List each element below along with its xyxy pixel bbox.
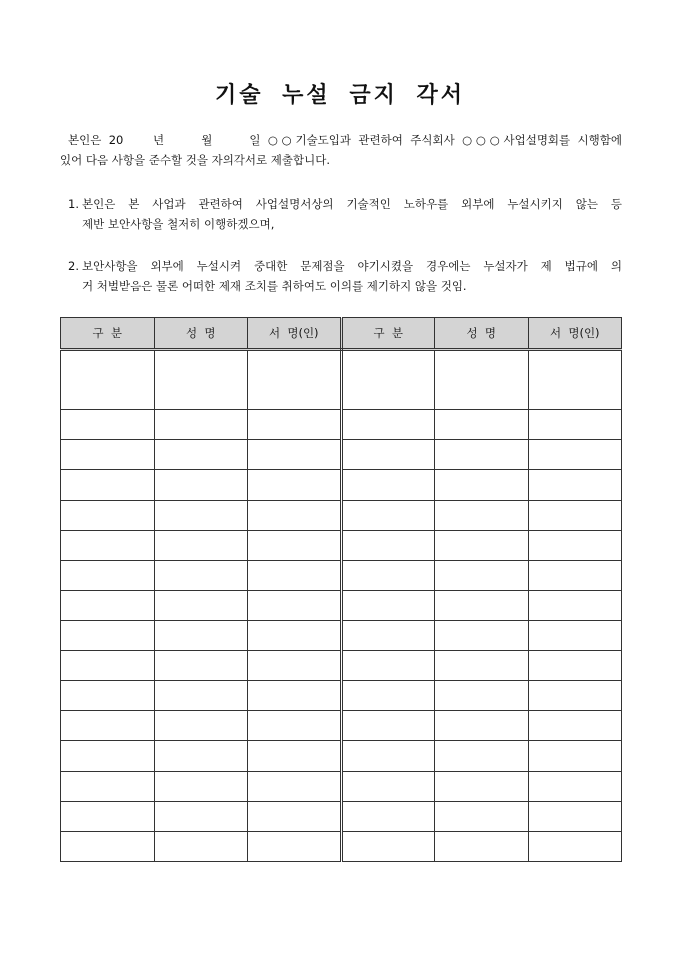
cell-signature-left[interactable]	[248, 771, 342, 801]
header-category-right: 구 분	[341, 318, 435, 350]
cell-name-left[interactable]	[154, 410, 248, 440]
cell-name-right[interactable]	[435, 590, 529, 620]
cell-signature-right[interactable]	[528, 741, 622, 771]
cell-signature-left[interactable]	[248, 651, 342, 681]
cell-name-left[interactable]	[154, 350, 248, 410]
cell-name-right[interactable]	[435, 801, 529, 831]
cell-category-left[interactable]	[61, 440, 155, 470]
cell-signature-right[interactable]	[528, 651, 622, 681]
cell-signature-left[interactable]	[248, 350, 342, 410]
cell-name-left[interactable]	[154, 440, 248, 470]
cell-name-left[interactable]	[154, 621, 248, 651]
cell-name-right[interactable]	[435, 530, 529, 560]
cell-signature-right[interactable]	[528, 681, 622, 711]
cell-name-left[interactable]	[154, 500, 248, 530]
cell-category-left[interactable]	[61, 500, 155, 530]
cell-category-left[interactable]	[61, 711, 155, 741]
cell-category-right[interactable]	[341, 651, 435, 681]
cell-category-right[interactable]	[341, 350, 435, 410]
cell-category-right[interactable]	[341, 621, 435, 651]
table-row	[61, 470, 622, 500]
cell-category-left[interactable]	[61, 771, 155, 801]
table-row	[61, 651, 622, 681]
cell-name-left[interactable]	[154, 831, 248, 861]
cell-signature-left[interactable]	[248, 560, 342, 590]
cell-category-left[interactable]	[61, 741, 155, 771]
cell-category-left[interactable]	[61, 681, 155, 711]
cell-name-right[interactable]	[435, 560, 529, 590]
cell-signature-right[interactable]	[528, 831, 622, 861]
cell-name-left[interactable]	[154, 530, 248, 560]
cell-name-right[interactable]	[435, 410, 529, 440]
cell-category-left[interactable]	[61, 410, 155, 440]
clause-1-line-2: 제반 보안사항을 철저히 이행하겠으며,	[82, 217, 275, 231]
cell-name-right[interactable]	[435, 711, 529, 741]
cell-name-left[interactable]	[154, 801, 248, 831]
cell-signature-left[interactable]	[248, 801, 342, 831]
cell-category-left[interactable]	[61, 470, 155, 500]
intro-line-1: 본인은 20 년 월 일 ○○기술도입과 관련하여 주식회사 ○○○사업설명회를 시행함에	[68, 133, 622, 147]
clause-1-number: 1.	[68, 197, 79, 211]
table-row	[61, 831, 622, 861]
cell-category-left[interactable]	[61, 651, 155, 681]
cell-signature-left[interactable]	[248, 681, 342, 711]
clause-2-line-2: 거 처벌받음은 물론 어떠한 제재 조치를 취하여도 이의를 제기하지 않을 것임.	[82, 279, 467, 293]
cell-category-right[interactable]	[341, 500, 435, 530]
cell-signature-right[interactable]	[528, 801, 622, 831]
signature-table-header	[61, 318, 622, 350]
signature-table	[60, 317, 622, 862]
signature-table-body	[61, 350, 622, 862]
clause-2	[68, 256, 622, 296]
cell-name-right[interactable]	[435, 741, 529, 771]
cell-name-left[interactable]	[154, 651, 248, 681]
cell-signature-right[interactable]	[528, 560, 622, 590]
cell-signature-right[interactable]	[528, 440, 622, 470]
cell-name-right[interactable]	[435, 771, 529, 801]
header-category-left: 구 분	[61, 318, 155, 350]
cell-signature-right[interactable]	[528, 410, 622, 440]
cell-signature-left[interactable]	[248, 711, 342, 741]
cell-name-right[interactable]	[435, 681, 529, 711]
cell-signature-left[interactable]	[248, 470, 342, 500]
cell-name-right[interactable]	[435, 621, 529, 651]
cell-name-left[interactable]	[154, 590, 248, 620]
cell-name-left[interactable]	[154, 470, 248, 500]
cell-signature-right[interactable]	[528, 500, 622, 530]
cell-category-left[interactable]	[61, 590, 155, 620]
cell-name-right[interactable]	[435, 831, 529, 861]
table-row	[61, 590, 622, 620]
table-row	[61, 530, 622, 560]
cell-name-right[interactable]	[435, 350, 529, 410]
cell-signature-left[interactable]	[248, 590, 342, 620]
table-row	[61, 801, 622, 831]
cell-category-right[interactable]	[341, 440, 435, 470]
cell-category-left[interactable]	[61, 530, 155, 560]
cell-signature-right[interactable]	[528, 590, 622, 620]
cell-name-left[interactable]	[154, 681, 248, 711]
table-row	[61, 500, 622, 530]
cell-signature-left[interactable]	[248, 530, 342, 560]
cell-signature-right[interactable]	[528, 621, 622, 651]
table-row	[61, 741, 622, 771]
document-title: 기술 누설 금지 각서	[215, 82, 465, 108]
cell-signature-left[interactable]	[248, 440, 342, 470]
cell-name-right[interactable]	[435, 651, 529, 681]
table-row	[61, 681, 622, 711]
cell-name-right[interactable]	[435, 470, 529, 500]
table-row	[61, 440, 622, 470]
cell-category-right[interactable]	[341, 410, 435, 440]
cell-category-right[interactable]	[341, 530, 435, 560]
cell-category-right[interactable]	[341, 590, 435, 620]
cell-signature-right[interactable]	[528, 470, 622, 500]
cell-signature-right[interactable]	[528, 530, 622, 560]
cell-category-right[interactable]	[341, 560, 435, 590]
cell-name-left[interactable]	[154, 560, 248, 590]
cell-category-left[interactable]	[61, 831, 155, 861]
cell-name-right[interactable]	[435, 500, 529, 530]
clause-1-line-1: 본인은 본 사업과 관련하여 사업설명서상의 기술적인 노하우를 외부에 누설시키지 않는 등	[82, 197, 622, 211]
cell-signature-left[interactable]	[248, 831, 342, 861]
cell-name-left[interactable]	[154, 771, 248, 801]
cell-category-right[interactable]	[341, 470, 435, 500]
cell-category-right[interactable]	[341, 771, 435, 801]
table-row	[61, 711, 622, 741]
header-signature-left: 서 명(인)	[248, 318, 342, 350]
table-row	[61, 350, 622, 410]
cell-signature-right[interactable]	[528, 771, 622, 801]
cell-name-left[interactable]	[154, 741, 248, 771]
cell-signature-right[interactable]	[528, 350, 622, 410]
clause-2-line-1: 보안사항을 외부에 누설시켜 중대한 문제점을 야기시켰을 경우에는 누설자가 제 법규에 의	[82, 259, 622, 273]
cell-signature-left[interactable]	[248, 621, 342, 651]
table-row	[61, 410, 622, 440]
clause-2-number: 2.	[68, 259, 79, 273]
intro-line-2: 있어 다음 사항을 준수할 것을 자의각서로 제출합니다.	[60, 153, 330, 167]
cell-category-right[interactable]	[341, 831, 435, 861]
cell-signature-left[interactable]	[248, 741, 342, 771]
clause-1	[68, 194, 622, 234]
cell-category-left[interactable]	[61, 560, 155, 590]
cell-name-left[interactable]	[154, 711, 248, 741]
cell-category-left[interactable]	[61, 350, 155, 410]
header-name-right: 성 명	[435, 318, 529, 350]
cell-category-right[interactable]	[341, 801, 435, 831]
cell-signature-right[interactable]	[528, 711, 622, 741]
cell-category-right[interactable]	[341, 741, 435, 771]
table-row	[61, 560, 622, 590]
table-row	[61, 621, 622, 651]
table-row	[61, 771, 622, 801]
header-name-left: 성 명	[154, 318, 248, 350]
cell-category-right[interactable]	[341, 711, 435, 741]
cell-signature-left[interactable]	[248, 410, 342, 440]
header-signature-right: 서 명(인)	[528, 318, 622, 350]
cell-category-left[interactable]	[61, 801, 155, 831]
cell-category-left[interactable]	[61, 621, 155, 651]
intro-paragraph	[60, 130, 622, 170]
cell-signature-left[interactable]	[248, 500, 342, 530]
cell-name-right[interactable]	[435, 440, 529, 470]
cell-category-right[interactable]	[341, 681, 435, 711]
